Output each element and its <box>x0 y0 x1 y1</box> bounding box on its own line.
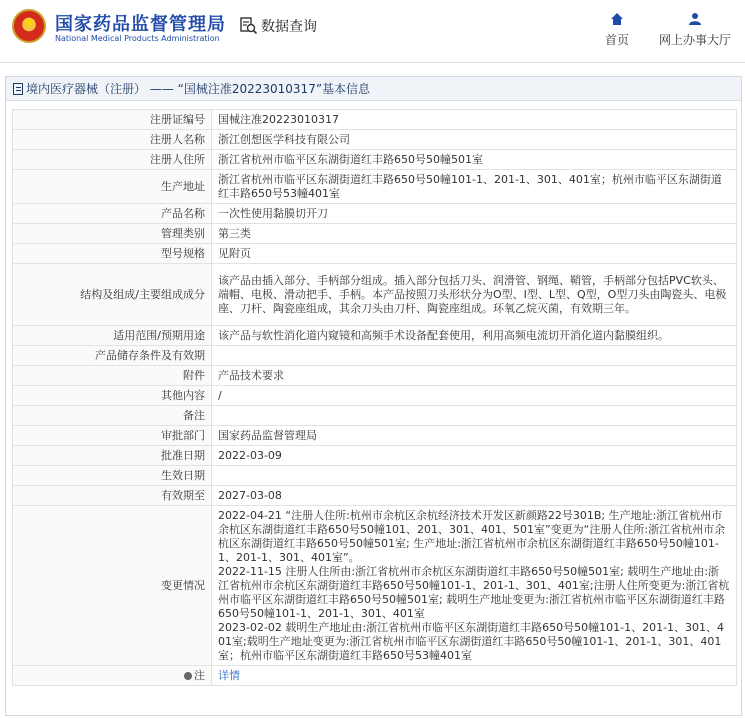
table-row <box>13 366 737 386</box>
row-label: 变更情况 <box>13 506 212 666</box>
home-icon <box>610 12 624 26</box>
nav-online-hall[interactable] <box>655 12 735 48</box>
note-label-cell <box>13 666 212 686</box>
header-divider <box>0 62 745 63</box>
note-value-cell <box>212 666 737 686</box>
row-value <box>212 406 737 426</box>
table-row <box>13 386 737 406</box>
site-name-en: National Medical Products Administration <box>55 34 220 43</box>
row-label: 有效期至 <box>13 486 212 506</box>
table-row <box>13 506 737 666</box>
nmpa-emblem-icon <box>12 9 46 43</box>
info-table <box>12 109 737 686</box>
table-row <box>13 204 737 224</box>
table-row <box>13 326 737 346</box>
table-row <box>13 110 737 130</box>
details-link[interactable]: 详情 <box>218 668 240 682</box>
row-value: 浙江省杭州市临平区东湖街道红丰路650号50幢501室 <box>212 150 737 170</box>
row-value: 第三类 <box>212 224 737 244</box>
table-row <box>13 346 737 366</box>
row-value: 一次性使用黏膜切开刀 <box>212 204 737 224</box>
row-label: 注册人住所 <box>13 150 212 170</box>
table-row <box>13 130 737 150</box>
row-value <box>212 346 737 366</box>
panel-title: 境内医疗器械（注册） —— “国械注准20223010317”基本信息 <box>26 82 371 96</box>
nav-online-hall-label: 网上办事大厅 <box>658 33 731 47</box>
row-value: / <box>212 386 737 406</box>
row-label: 产品储存条件及有效期 <box>13 346 212 366</box>
table-row <box>13 264 737 326</box>
row-value: 2022-03-09 <box>212 446 737 466</box>
table-row <box>13 466 737 486</box>
row-value: 该产品由插入部分、手柄部分组成。插入部分包括刀头、润滑管、钢绳、鞘管，手柄部分包括PVC软头、端帽、电极、滑动把手、手柄。本产品按照刀头形状分为O型、I型、L型、Q型，O型刀头由陶瓷头、电极座、刀杆、陶瓷座组成，其余刀头由刀杆、陶瓷座组成。环氧乙烷灭菌，有效期三年。 <box>212 264 737 326</box>
row-label: 型号规格 <box>13 244 212 264</box>
row-value: 该产品与软性消化道内窥镜和高频手术设备配套使用，利用高频电流切开消化道内黏膜组织。 <box>212 326 737 346</box>
table-row-note <box>13 666 737 686</box>
panel-title-bar <box>6 77 741 101</box>
row-label: 批准日期 <box>13 446 212 466</box>
table-row <box>13 486 737 506</box>
row-label: 产品名称 <box>13 204 212 224</box>
user-icon <box>688 12 702 26</box>
bulb-icon <box>184 672 192 680</box>
nav-home-label: 首页 <box>604 33 629 47</box>
row-value: 浙江创想医学科技有限公司 <box>212 130 737 150</box>
row-label: 管理类别 <box>13 224 212 244</box>
row-label: 注册人名称 <box>13 130 212 150</box>
nav-home[interactable] <box>600 12 634 48</box>
row-value: 2022-04-21 “注册人住所:杭州市余杭区余杭经济技术开发区新颜路22号301B; 生产地址:浙江省杭州市余杭区东湖街道红丰路650号50幢101、201、301、401、501室”变更为“注册人住所:浙江省杭州市余杭区东湖街道红丰路650号50幢501室; 生产地址:浙江省杭州市余杭区东湖街道红丰路650号50幢101-1、201-1、301、401室”。 2022-11-15 注册人住所由:浙江省杭州市余杭区东湖街道红丰路650号50幢501室; 载明生产地址由:浙江省杭州市余杭区东湖街道红丰路650号50幢101-1、201-1、301、401室;注册人住所变更为:浙江省杭州市临平区东湖街道红丰路650号50幢501室; 载明生产地址变更为:浙江省杭州市临平区东湖街道红丰路650号50幢101-1、201-1、301、401室 2023-02-02 载明生产地址由:浙江省杭州市临平区东湖街道红丰路650号50幢101-1、201-1、301、401室;载明生产地址变更为:浙江省杭州市临平区东湖街道红丰路650号50幢101-1、201-1、301、401室；杭州市临平区东湖街道红丰路650号53幢401室 <box>212 506 737 666</box>
row-label: 生产地址 <box>13 170 212 204</box>
table-row <box>13 170 737 204</box>
table-row <box>13 150 737 170</box>
row-label: 附件 <box>13 366 212 386</box>
row-value: 产品技术要求 <box>212 366 737 386</box>
row-label: 生效日期 <box>13 466 212 486</box>
data-query-link[interactable] <box>240 16 317 36</box>
note-label: 注 <box>194 668 205 682</box>
row-value: 浙江省杭州市临平区东湖街道红丰路650号50幢101-1、201-1、301、401室；杭州市临平区东湖街道红丰路650号53幢401室 <box>212 170 737 204</box>
row-label: 备注 <box>13 406 212 426</box>
table-row <box>13 224 737 244</box>
row-value: 见附页 <box>212 244 737 264</box>
table-row <box>13 426 737 446</box>
row-value: 国械注准20223010317 <box>212 110 737 130</box>
detail-panel <box>5 76 742 716</box>
row-value <box>212 466 737 486</box>
row-value: 国家药品监督管理局 <box>212 426 737 446</box>
row-label: 审批部门 <box>13 426 212 446</box>
table-row <box>13 244 737 264</box>
site-name-cn[interactable]: 国家药品监督管理局 <box>55 14 226 35</box>
row-label: 适用范围/预期用途 <box>13 326 212 346</box>
search-doc-icon <box>240 17 258 35</box>
row-label: 结构及组成/主要组成成分 <box>13 264 212 326</box>
site-header <box>0 0 745 62</box>
table-row <box>13 446 737 466</box>
table-row <box>13 406 737 426</box>
data-query-label: 数据查询 <box>261 19 317 35</box>
row-label: 注册证编号 <box>13 110 212 130</box>
document-icon <box>13 83 23 95</box>
row-value: 2027-03-08 <box>212 486 737 506</box>
row-label: 其他内容 <box>13 386 212 406</box>
